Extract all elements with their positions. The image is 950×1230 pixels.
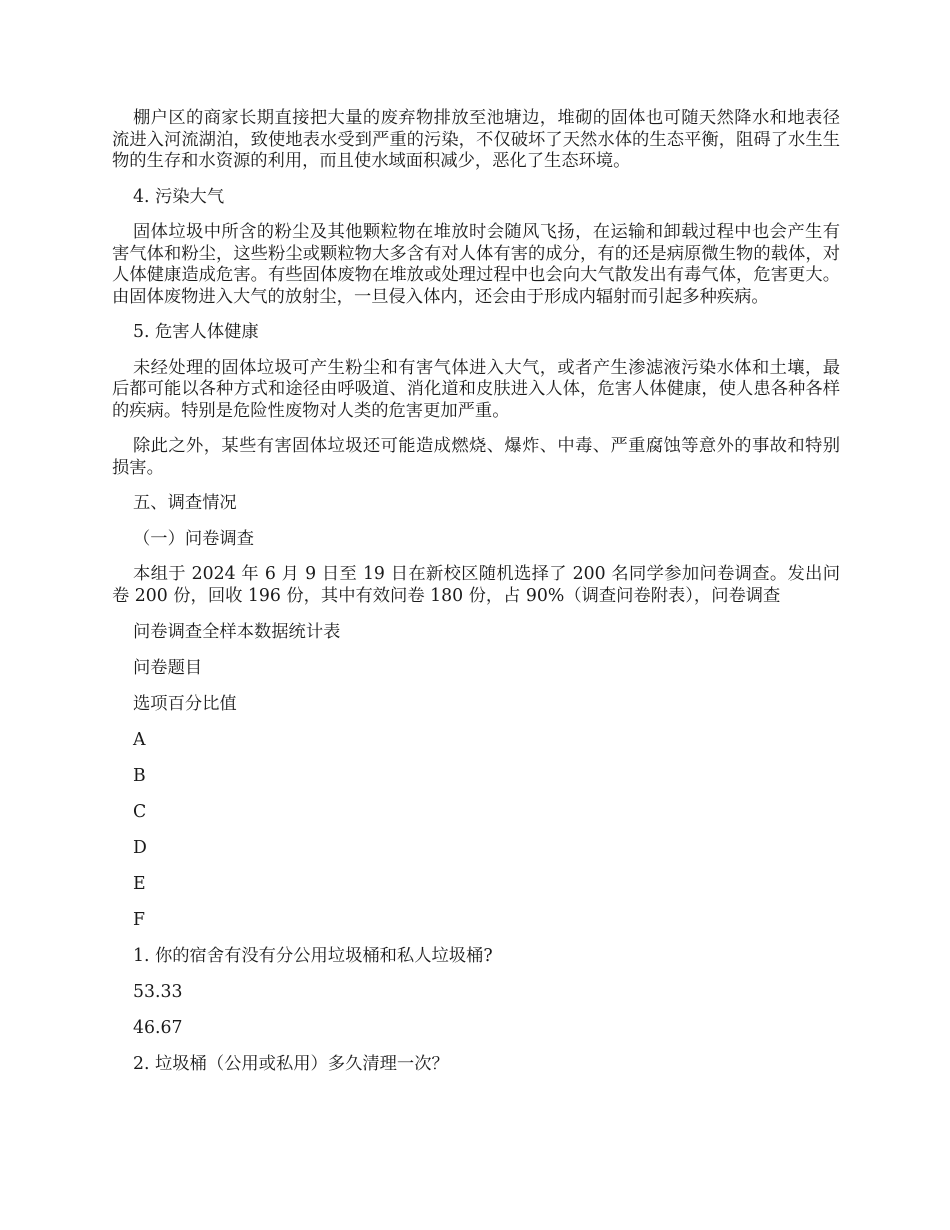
option-label-e: E — [133, 873, 146, 894]
question-1-value-b: 46.67 — [133, 1017, 183, 1038]
document-page — [112, 108, 840, 1075]
option-label-c: C — [133, 801, 147, 822]
column-header-percent: 选项百分比值 — [133, 693, 237, 714]
option-label-b: B — [133, 765, 146, 786]
question-1: 1. 你的宿舍有没有分公用垃圾桶和私人垃圾桶? — [133, 945, 493, 966]
table-title: 问卷调查全样本数据统计表 — [133, 621, 341, 642]
option-label-d: D — [133, 837, 147, 858]
heading-survey: 五、调查情况 — [133, 493, 237, 513]
option-label-a: A — [133, 729, 146, 750]
paragraph-survey-method: 本组于 2024 年 6 月 9 日至 19 日在新校区随机选择了 200 名同学参加问卷调查。发出问卷 200 份，回收 196 份，其中有效问卷 180 份，占 90%（调查问卷附表），问卷调查 — [112, 564, 840, 606]
heading-human-health: 5. 危害人体健康 — [133, 322, 259, 342]
heading-air-pollution: 4. 污染大气 — [133, 186, 225, 207]
column-header-question: 问卷题目 — [133, 657, 203, 678]
paragraph-human-health: 未经处理的固体垃圾可产生粉尘和有害气体进入大气，或者产生渗滤液污染水体和土壤，最后都可能以各种方式和途径由呼吸道、消化道和皮肤进入人体，危害人体健康，使人患各种各样的疾病。特别是危险性废物对人类的危害更加严重。 — [112, 357, 840, 421]
heading-questionnaire: （一）问卷调查 — [133, 528, 254, 549]
question-1-value-a: 53.33 — [133, 981, 183, 1002]
paragraph-air-pollution: 固体垃圾中所含的粉尘及其他颗粒物在堆放时会随风飞扬，在运输和卸载过程中也会产生有害气体和粉尘，这些粉尘或颗粒物大多含有对人体有害的成分，有的还是病原微生物的载体，对人体健康造成危害。有些固体废物在堆放或处理过程中也会向大气散发出有毒气体，危害更大。由固体废物进入大气的放射尘，一旦侵入体内，还会由于形成内辐射而引起多种疾病。 — [112, 222, 840, 307]
paragraph-other-hazards: 除此之外，某些有害固体垃圾还可能造成燃烧、爆炸、中毒、严重腐蚀等意外的事故和特别损害。 — [112, 436, 840, 478]
option-label-f: F — [133, 909, 145, 930]
paragraph-shanty-pollution: 棚户区的商家长期直接把大量的废弃物排放至池塘边，堆砌的固体也可随天然降水和地表径流进入河流湖泊，致使地表水受到严重的污染，不仅破坏了天然水体的生态平衡，阻碍了水生生物的生存和水资源的利用，而且使水域面积减少，恶化了生态环境。 — [112, 108, 840, 171]
question-2: 2. 垃圾桶（公用或私用）多久清理一次？ — [133, 1053, 449, 1074]
